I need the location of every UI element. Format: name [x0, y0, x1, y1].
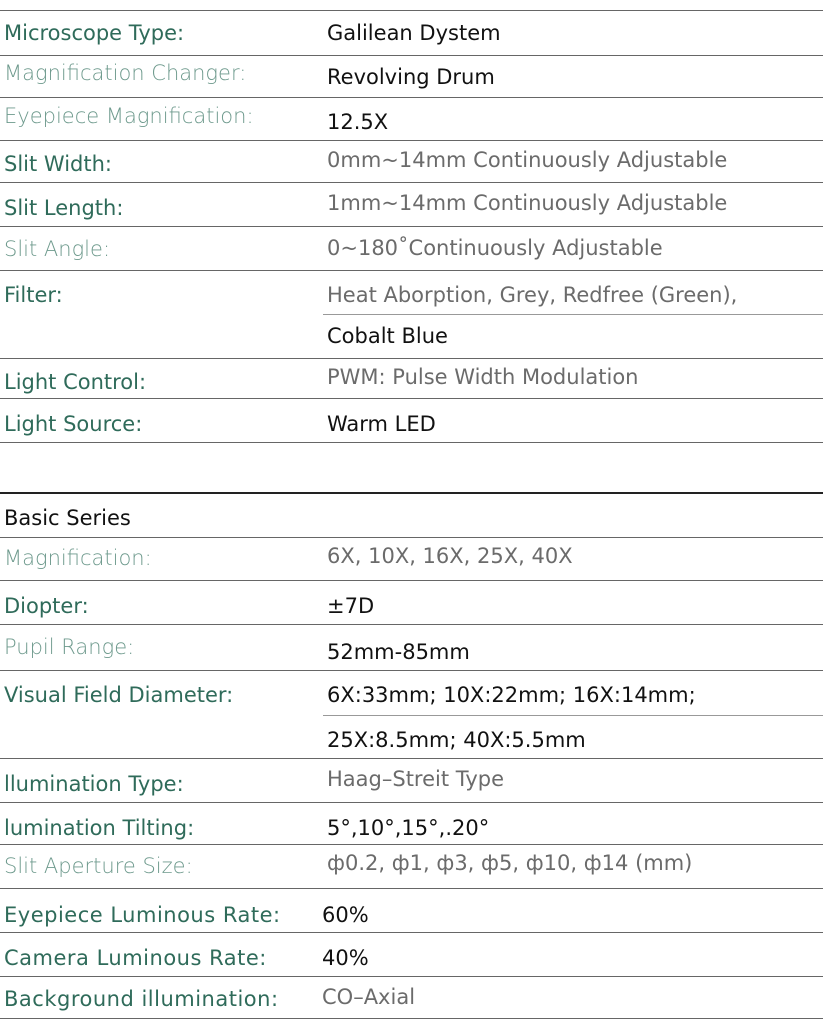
divider: [0, 182, 823, 183]
row-value: Galilean Dystem: [327, 21, 501, 45]
row-value-continued: Cobalt Blue: [327, 324, 448, 348]
row-value: PWM: Pulse Width Modulation: [327, 365, 639, 389]
row-value-continued: 25X:8.5mm; 40X:5.5mm: [327, 728, 586, 752]
divider: [0, 226, 823, 227]
row-value: 5°,10°,15°,.20°: [327, 816, 490, 840]
divider: [0, 624, 823, 625]
row-label: Magnification:: [4, 546, 152, 570]
row-value: 6X:33mm; 10X:22mm; 16X:14mm;: [327, 683, 696, 707]
divider: [0, 140, 823, 141]
row-label: Background illumination:: [4, 987, 279, 1011]
divider: [0, 670, 823, 671]
divider: [0, 442, 823, 443]
row-label: Eyepiece Magnification:: [4, 104, 254, 128]
row-value: CO–Axial: [322, 985, 416, 1009]
divider: [0, 55, 823, 56]
row-value: 0~180˚Continuously Adjustable: [327, 236, 663, 260]
row-label: Magnification Changer:: [4, 61, 247, 85]
row-label: Light Source:: [4, 412, 143, 436]
row-value: 60%: [322, 903, 369, 927]
row-value: Revolving Drum: [327, 65, 495, 89]
divider: [0, 758, 823, 759]
row-value: ф0.2, ф1, ф3, ф5, ф10, ф14 (mm): [327, 851, 693, 875]
row-value: Warm LED: [327, 412, 436, 436]
divider: [0, 10, 823, 11]
section-divider: [0, 492, 823, 494]
divider: [0, 580, 823, 581]
divider: [323, 715, 823, 716]
divider: [0, 358, 823, 359]
row-label: Eyepiece Luminous Rate:: [4, 903, 281, 927]
row-value: Haag–Streit Type: [327, 767, 504, 791]
row-label: Slit Aperture Size:: [4, 854, 193, 878]
divider: [0, 932, 823, 933]
row-value: 1mm~14mm Continuously Adjustable: [327, 191, 728, 215]
row-value: Heat Aborption, Grey, Redfree (Green),: [327, 283, 738, 307]
divider: [0, 398, 823, 399]
row-label: Pupil Range:: [4, 635, 135, 659]
row-label: Camera Luminous Rate:: [4, 946, 267, 970]
row-label: Microscope Type:: [4, 21, 185, 45]
divider: [0, 1018, 823, 1019]
section-heading: Basic Series: [4, 506, 131, 530]
divider: [323, 314, 823, 315]
row-label: Slit Angle:: [4, 237, 111, 261]
divider: [0, 270, 823, 271]
row-label: Light Control:: [4, 370, 147, 394]
row-label: Slit Width:: [4, 152, 112, 176]
row-label: Diopter:: [4, 594, 89, 618]
row-value: 40%: [322, 946, 369, 970]
row-value: 52mm-85mm: [327, 640, 470, 664]
row-label: Filter:: [4, 283, 63, 307]
divider: [0, 802, 823, 803]
row-label: Slit Length:: [4, 196, 124, 220]
row-value: 12.5X: [327, 110, 389, 134]
row-value: 6X, 10X, 16X, 25X, 40X: [327, 544, 573, 568]
row-label: Visual Field Diameter:: [4, 683, 234, 707]
divider: [0, 976, 823, 977]
divider: [0, 97, 823, 98]
divider: [0, 888, 823, 889]
row-value: ±7D: [327, 594, 375, 618]
divider: [0, 537, 823, 538]
divider: [0, 844, 823, 845]
row-label: llumination Type:: [4, 772, 184, 796]
row-label: lumination Tilting:: [4, 816, 195, 840]
row-value: 0mm~14mm Continuously Adjustable: [327, 148, 728, 172]
